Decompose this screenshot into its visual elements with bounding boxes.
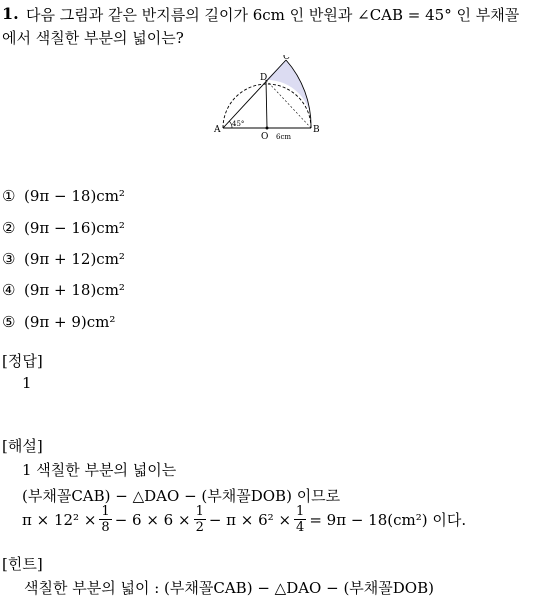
answer-value: 1: [22, 374, 32, 392]
choice-marker: ②: [2, 219, 16, 237]
choice-marker: ③: [2, 250, 16, 268]
shaded-region: [266, 60, 311, 128]
fraction-denominator: 4: [296, 520, 305, 535]
segment-do: [266, 80, 267, 128]
explanation-label: [해설]: [2, 437, 43, 455]
explanation-formula: [22, 505, 466, 534]
label-o: O: [261, 132, 269, 142]
question-text-line1: 다음 그림과 같은 반지름의 길이가 6cm 인 반원과 ∠CAB = 45° 인 부채꼴: [26, 6, 520, 24]
fraction-numerator: 1: [101, 504, 110, 519]
choice-1[interactable]: [2, 187, 125, 205]
fraction-denominator: 8: [101, 520, 110, 535]
label-angle: 45°: [232, 120, 245, 128]
choice-text: (9π + 9)cm²: [24, 313, 116, 331]
fraction-1-8: [99, 505, 111, 534]
hint-text: 색칠한 부분의 넓이 : (부채꼴CAB) − △DAO − (부채꼴DOB): [24, 579, 434, 597]
choice-2[interactable]: [2, 219, 125, 237]
choice-marker: ④: [2, 281, 16, 299]
choice-marker: ①: [2, 187, 16, 205]
fraction-1-4: [294, 505, 306, 534]
label-c: C: [283, 55, 290, 62]
label-d: D: [260, 73, 268, 83]
choice-3[interactable]: [2, 250, 125, 268]
label-a: A: [214, 125, 221, 135]
label-radius: 6cm: [276, 133, 292, 141]
segment-ac: [223, 60, 286, 128]
question-number: 1.: [2, 4, 19, 23]
choice-text: (9π + 12)cm²: [24, 250, 125, 268]
answer-label: [정답]: [2, 352, 43, 370]
choice-text: (9π − 18)cm²: [24, 187, 125, 205]
formula-part3: − π × 6² ×: [208, 510, 292, 529]
choice-text: (9π − 16)cm²: [24, 219, 125, 237]
formula-part1: π × 12² ×: [22, 510, 97, 529]
explanation-line1: 1 색칠한 부분의 넓이는: [22, 461, 177, 479]
semicircle-sector-diagram: [210, 55, 328, 142]
choice-5[interactable]: [2, 313, 115, 331]
formula-part2: − 6 × 6 ×: [114, 510, 191, 529]
label-b: B: [313, 125, 320, 135]
hint-label: [힌트]: [2, 555, 43, 573]
fraction-1-2: [194, 505, 206, 534]
choice-text: (9π + 18)cm²: [24, 281, 125, 299]
choice-marker: ⑤: [2, 313, 16, 331]
fraction-numerator: 1: [195, 504, 204, 519]
fraction-denominator: 2: [195, 520, 204, 535]
question-text-line2: 에서 색칠한 부분의 넓이는?: [2, 29, 184, 47]
formula-part4: = 9π − 18(cm²) 이다.: [309, 511, 467, 529]
geometry-figure: [210, 55, 328, 142]
choice-4[interactable]: [2, 281, 125, 299]
center-point: [266, 127, 269, 130]
explanation-line2: (부채꼴CAB) − △DAO − (부채꼴DOB) 이므로: [22, 487, 341, 505]
fraction-numerator: 1: [296, 504, 305, 519]
